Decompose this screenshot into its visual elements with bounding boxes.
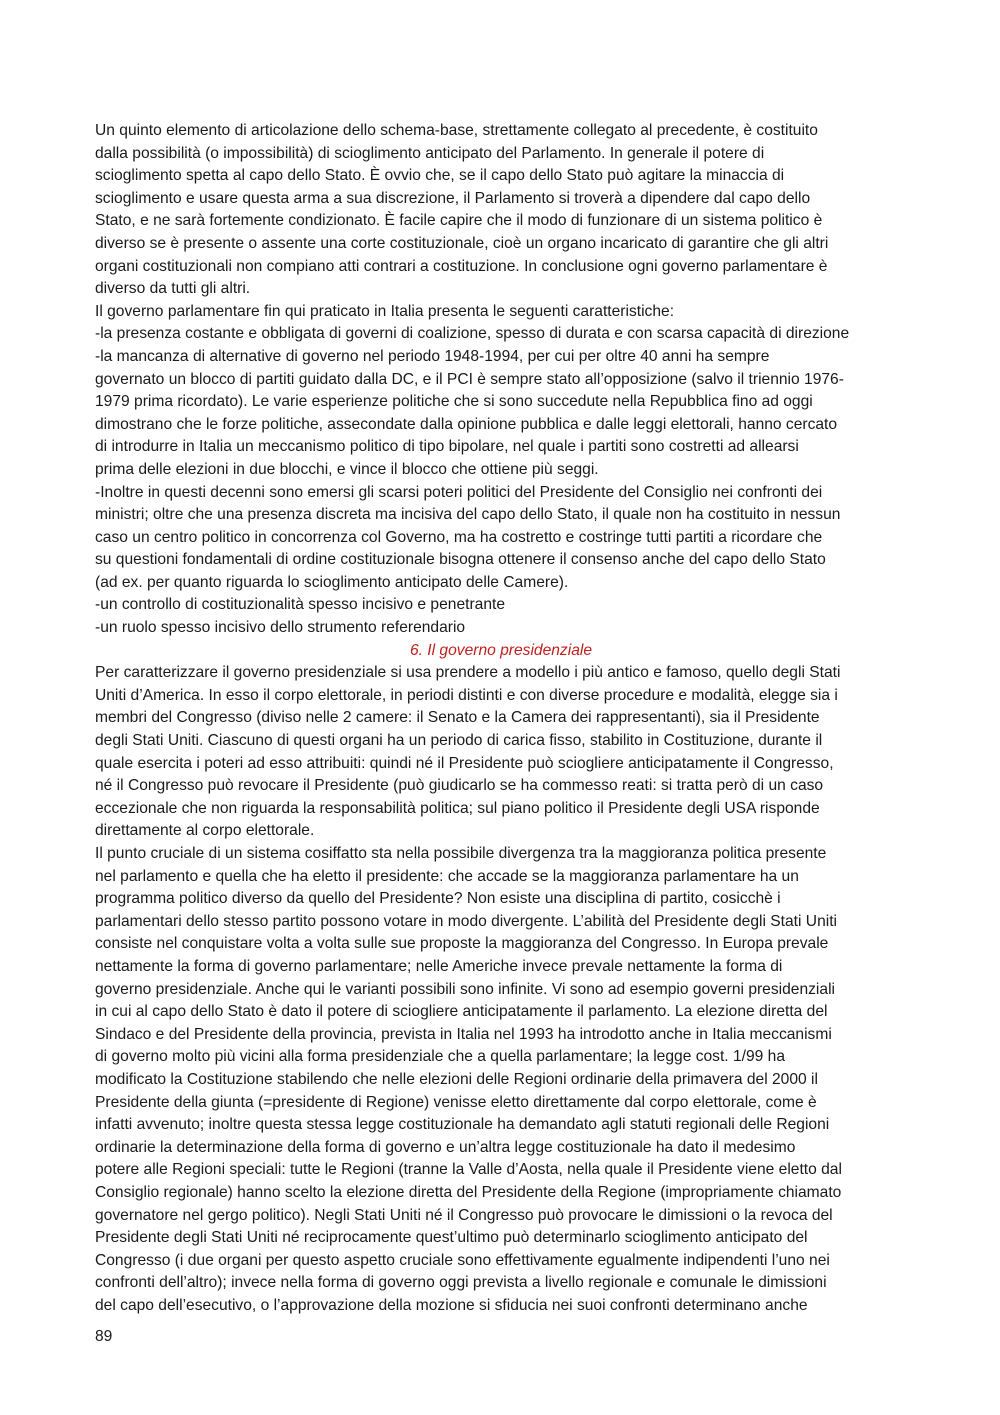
text-line: scioglimento e usare questa arma a sua discrezione, il Parlamento si troverà a dipendere dal capo dello [95, 189, 811, 207]
text-line: su questioni fondamentali di ordine costituzionale bisogna ottenere il consenso anche del capo dello Stato [95, 551, 826, 569]
text-line: -un ruolo spesso incisivo dello strumento referendario [95, 619, 466, 637]
text-line: diverso se è presente o assente una corte costituzionale, cioè un organo incaricato di garantire che gli altri [95, 234, 829, 252]
text-line: di governo molto più vicini alla forma presidenziale che a quella parlamentare; la legge cost. 1/99 ha [95, 1048, 785, 1066]
text-line: -la mancanza di alternative di governo nel periodo 1948-1994, per cui per oltre 40 anni ha sempre [95, 347, 770, 365]
text-line: parlamentari dello stesso partito possono votare in modo divergente. L’abilità del Presidente degli Stati Uniti [95, 912, 837, 930]
text-line: Congresso (i due organi per questo aspetto cruciale sono effettivamente egualmente indipendenti l’uno nei [95, 1251, 830, 1269]
text-line: potere alle Regioni speciali: tutte le Regioni (tranne la Valle d’Aosta, nella quale il Presidente viene eletto dal [95, 1161, 842, 1179]
text-line: confronti dell’altro); invece nella forma di governo oggi prevista a livello regionale e comunale le dimissioni [95, 1274, 827, 1292]
text-line: consiste nel conquistare volta a volta sulle sue proposte la maggioranza del Congresso. In Europa prevale [95, 935, 829, 953]
text-line: Il punto cruciale di un sistema cosiffatto sta nella possibile divergenza tra la maggioranza politica presente [95, 845, 827, 862]
text-line: programma politico diverso da quello del Presidente? Non esiste una disciplina di partito, cosicchè i [95, 890, 781, 908]
text-line: direttamente al corpo elettorale. [95, 822, 315, 840]
text-line: Un quinto elemento di articolazione dello schema-base, strettamente collegato al precedente, è costituito [95, 122, 818, 139]
text-line: dalla possibilità (o impossibilità) di scioglimento anticipato del Parlamento. In generale il potere di [95, 144, 765, 162]
text-line: (ad ex. per quanto riguarda lo scioglimento anticipato delle Camere). [95, 573, 569, 591]
page-number: 89 [95, 1328, 113, 1345]
section-parliamentary-text [95, 120, 907, 640]
text-line: organi costituzionali non compiano atti contrari a costituzione. In conclusione ogni governo parlamentare è [95, 257, 828, 275]
text-line: modificato la Costituzione stabilendo che nelle elezioni delle Regioni ordinarie della primavera del 2000 il [95, 1070, 818, 1088]
text-line: governo presidenziale. Anche qui le varianti possibili sono infinite. Vi sono ad esempio governi presidenziali [95, 980, 835, 998]
section-presidential-text [95, 662, 907, 1317]
text-line: Stato, e ne sarà fortemente condizionato. È facile capire che il modo di funzionare di un sistema politico è [95, 212, 823, 230]
text-line: né il Congresso può revocare il Presidente (può giudicarlo se ha commesso reati: si tratta però di un caso [95, 777, 824, 795]
section-heading: 6. Il governo presidenziale [409, 641, 593, 659]
text-line: infatti avvenuto; inoltre questa stessa legge costituzionale ha demandato agli statuti regionali delle Regioni [95, 1116, 830, 1134]
text-line: degli Stati Uniti. Ciascuno di questi organi ha un periodo di carica fisso, stabilito in Costituzione, durante il [95, 732, 823, 750]
text-line: nettamente la forma di governo parlamentare; nelle Americhe invece prevale nettamente la forma di [95, 957, 783, 975]
page-body [95, 120, 907, 1317]
text-line: governato un blocco di partiti guidato dalla DC, e il PCI è sempre stato all’opposizione (salvo il triennio 1976- [95, 370, 844, 388]
text-line: eccezionale che non riguarda la responsabilità politica; sul piano politico il Presidente degli USA risponde [95, 799, 820, 817]
text-line: prima delle elezioni in due blocchi, e vince il blocco che ottiene più seggi. [95, 460, 599, 478]
text-line: quale esercita i poteri ad esso attribuiti: quindi né il Presidente può sciogliere anticipatamente il Congresso, [95, 754, 834, 772]
text-line: Il governo parlamentare fin qui praticato in Italia presenta le seguenti caratteristiche: [95, 302, 675, 320]
text-line: in cui al capo dello Stato è dato il potere di sciogliere anticipatamente il parlamento. La elezione diretta del [95, 1003, 828, 1021]
text-line: Consiglio regionale) hanno scelto la elezione diretta del Presidente della Regione (impropriamente chiamato [95, 1183, 842, 1201]
text-line: del capo dell’esecutivo, o l’approvazione della mozione si sfiducia nei suoi confronti determinano anche [95, 1296, 808, 1314]
text-line: -un controllo di costituzionalità spesso incisivo e penetrante [95, 596, 505, 614]
text-line: -Inoltre in questi decenni sono emersi gli scarsi poteri politici del Presidente del Consiglio nei confronti dei [95, 483, 823, 501]
text-line: Presidente degli Stati Uniti né reciprocamente quest’ultimo può determinarlo scioglimento anticipato del [95, 1229, 808, 1247]
text-line: Per caratterizzare il governo presidenziale si usa prendere a modello i più antico e famoso, quello degli Stati [95, 664, 841, 682]
text-line: 1979 prima ricordato). Le varie esperienze politiche che si sono succedute nella Repubblica fino ad oggi [95, 393, 813, 411]
text-line: -la presenza costante e obbligata di governi di coalizione, spesso di durata e con scarsa capacità di direzione [95, 325, 850, 343]
text-line: diverso da tutti gli altri. [95, 280, 251, 298]
text-line: di introdurre in Italia un meccanismo politico di tipo bipolare, nel quale i partiti sono costretti ad allearsi [95, 438, 799, 456]
text-line: dimostrano che le forze politiche, assecondate dalla opinione pubblica e dalle leggi elettorali, hanno cercato [95, 415, 838, 433]
text-line: membri del Congresso (diviso nelle 2 camere: il Senato e la Camera dei rappresentanti), sia il Presidente [95, 709, 820, 727]
text-line: governatore nel gergo politico). Negli Stati Uniti né il Congresso può provocare le dimissioni o la revoca del [95, 1206, 833, 1224]
text-line: caso un centro politico in concorrenza col Governo, ma ha costretto e costringe tutti partiti a ricordare che [95, 528, 823, 546]
text-line: ministri; oltre che una presenza discreta ma incisiva del capo dello Stato, il quale non ha costituito in nessun [95, 506, 841, 524]
text-line: Uniti d’America. In esso il corpo elettorale, in periodi distinti e con diverse procedure e modalità, elegge sia i [95, 686, 838, 704]
text-line: nel parlamento e quella che ha eletto il presidente: che accade se la maggioranza parlamentare ha un [95, 867, 799, 885]
text-line: scioglimento spetta al capo dello Stato. È ovvio che, se il capo dello Stato può agitare la minaccia di [95, 167, 785, 185]
text-line: Presidente della giunta (=presidente di Regione) venisse eletto direttamente dal corpo elettorale, come è [95, 1093, 817, 1111]
text-line: Sindaco e del Presidente della provincia, prevista in Italia nel 1993 ha introdotto anche in Italia meccanismi [95, 1025, 832, 1043]
text-line: ordinarie la determinazione della forma di governo e un’altra legge costituzionale ha dato il medesimo [95, 1138, 796, 1156]
